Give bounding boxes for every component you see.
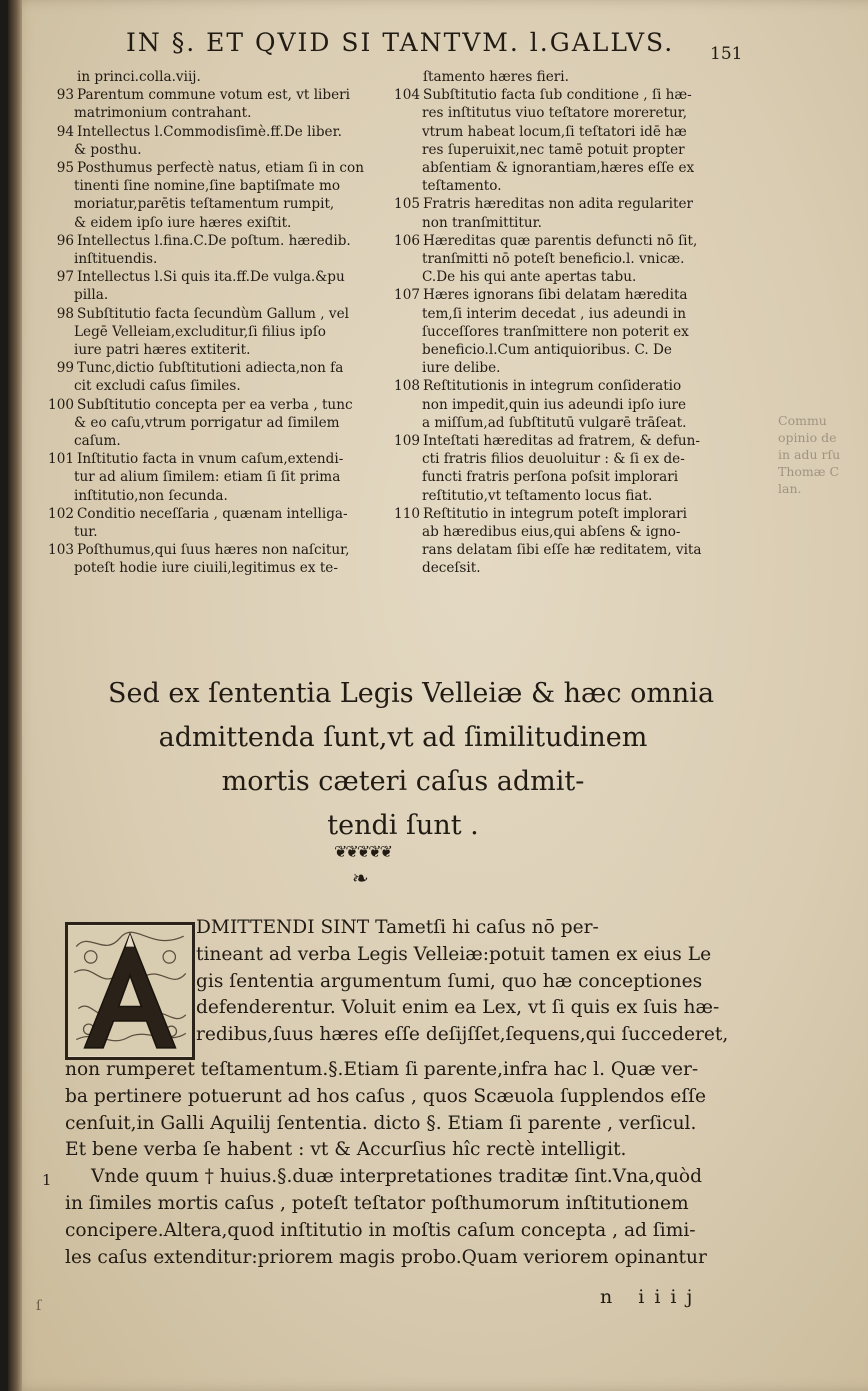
summary-text-continued: iure patri hæres extiterit. [74, 342, 251, 359]
summary-text: Reſtitutio in integrum poteſt implorari [423, 505, 687, 522]
summary-text: Subſtitutio concepta per ea verba , tunc [77, 396, 353, 413]
summary-number: 100 [48, 396, 74, 413]
running-header: IN §. ET QVID SI TANTVM. l.GALLVS. [126, 28, 675, 57]
summary-text: Intellectus l.fina.C.De poſtum. hæredib. [77, 232, 351, 249]
summary-text-continued: inſtituendis. [74, 251, 158, 268]
summary-entry [44, 123, 376, 141]
fleuron-row: ❦❦❦❦❦ [334, 842, 392, 861]
body-line: Et bene verba ſe habent : vt & Accurſius hîc rectè intelligit. [65, 1139, 627, 1161]
summary-text-continued: teſtamento. [422, 178, 502, 195]
summary-text-continued: ſucceſſores tranſmittere non poterit ex [422, 323, 689, 340]
summary-text-continued: cti fratris filios deuoluitur : & ſi ex de- [422, 451, 685, 468]
summary-text-continued: pilla. [74, 287, 109, 304]
book-spine [8, 0, 22, 1391]
body-line: gis ſententia argumentum ſumi, quo hæ conceptiones [196, 970, 703, 992]
summary-entry [44, 541, 376, 559]
summary-number: 110 [394, 505, 420, 522]
summary-text-continued: tinenti ſine nomine,ſine baptiſmate mo [74, 178, 341, 195]
summary-text: Poſthumus,qui ſuus hæres non naſcitur, [77, 542, 350, 559]
marginal-mark: ſ [36, 1298, 42, 1314]
summary-number: 97 [56, 269, 74, 286]
summary-text: Inteſtati hæreditas ad fratrem, & defun- [423, 433, 700, 450]
summary-entry [44, 68, 376, 86]
summary-number: 108 [394, 378, 420, 395]
summary-number: 106 [394, 232, 420, 249]
summary-entry [44, 359, 376, 377]
body-line: cenſuit,in Galli Aquilij ſententia. dicto §. Etiam ſi parente , verſicul. [65, 1112, 697, 1134]
summary-entry [44, 86, 376, 104]
summary-text-continued: ab hæredibus eius,qui abſens & igno- [422, 524, 681, 541]
body-line: concipere.Altera,quod inſtitutio in moſtis caſum concepta , ad ſimi- [65, 1219, 696, 1241]
margin-note-line: Thomæ C [778, 464, 840, 479]
section-title-line: tendi ſunt . [327, 810, 479, 841]
summary-entry [44, 159, 376, 177]
summary-number: 96 [56, 232, 74, 249]
book-page [8, 0, 868, 1391]
summary-number: 103 [48, 542, 74, 559]
summary-entry [44, 268, 376, 286]
margin-note-line: in adu rſu [778, 447, 841, 462]
summary-text-continued: tem,ſi interim decedat , ius adeundi in [422, 305, 686, 322]
summary-text-continued: & posthu. [74, 141, 142, 158]
summary-text-continued: reſtitutio,vt teſtamento locus fiat. [422, 487, 653, 504]
summary-text-continued: beneficio.l.Cum antiquioribus. C. De [422, 342, 672, 359]
body-text-indented [196, 915, 729, 1049]
section-title-line: Sed ex ſententia Legis Velleiæ & hæc omnia [108, 678, 715, 709]
summary-text: Intellectus l.Commodisſimè.ff.De liber. [77, 123, 342, 140]
body-line: non rumperet teſtamentum.§.Etiam ſi parente,infra hac l. Quæ ver- [65, 1059, 699, 1080]
woodcut-letter-a-icon [68, 925, 192, 1057]
summary-number [44, 68, 77, 86]
summary-entry [384, 377, 724, 395]
summary-entry [384, 286, 724, 304]
summary-text-continued: C.De his qui ante apertas tabu. [422, 269, 637, 286]
summary-text: Hæres ignorans ſibi delatam hæredita [423, 287, 688, 304]
summary-text: Reſtitutionis in integrum conſideratio [423, 378, 682, 395]
summary-text-continued: moriatur,parētis teſtamentum rumpit, [74, 196, 335, 213]
margin-note-line: opinio de [778, 430, 837, 445]
summary-text-continued: tranſmitti nō poteſt beneficio.l. vnicæ. [422, 251, 685, 268]
summary-number: 107 [394, 287, 420, 304]
section-title [108, 672, 715, 848]
marginal-reference-number: 1 [42, 1171, 52, 1189]
summary-text-continued: tur ad alium ſimilem: etiam ſi ſit prima [74, 469, 341, 486]
summary-entry [44, 232, 376, 250]
summary-text-continued: Legē Velleiam,excluditur,ſi filius ipſo [74, 323, 326, 340]
summary-text-continued: res inſtitutus viuo teſtatore moreretur, [422, 105, 688, 122]
summary-number: 102 [48, 505, 74, 522]
margin-note-line: lan. [778, 481, 802, 496]
summary-number: 109 [394, 433, 420, 450]
section-title-line: admittenda ſunt,vt ad ſimilitudinem [158, 722, 648, 753]
summary-text-continued: a miſſum,ad ſubſtitutū vulgarē trāſeat. [422, 414, 687, 431]
summary-column-right [384, 68, 724, 578]
summary-entry [384, 195, 724, 213]
summary-text: Conditio neceſſaria , quænam intelliga- [77, 505, 348, 522]
summary-text-continued: & eo caſu,vtrum porrigatur ad ſimilem [74, 414, 340, 431]
summary-entry [44, 305, 376, 323]
summary-entry [384, 432, 724, 450]
folio-number: 151 [710, 44, 743, 64]
summary-text-continued: deceſsit. [422, 560, 481, 577]
summary-column-left [44, 68, 376, 578]
summary-entry [44, 450, 376, 468]
summary-text: ſtamento hæres fieri. [423, 69, 569, 85]
summary-text-continued: matrimonium contrahant. [74, 105, 252, 122]
summary-text: Subſtitutio facta ſub conditione , ſi hæ- [423, 87, 692, 104]
section-title-line: mortis cæteri caſus admit- [221, 766, 585, 797]
body-line: les caſus extenditur:priorem magis probo.Quam veriorem opinantur [65, 1246, 707, 1268]
body-line: ba pertinere potuerunt ad hos caſus , quos Scæuola ſupplendos eſſe [65, 1085, 706, 1107]
summary-text: Subſtitutio facta ſecundùm Gallum , vel [77, 305, 349, 322]
summary-number: 98 [56, 305, 74, 322]
body-line: Vnde quum † huius.§.duæ interpretationes traditæ ſint.Vna,quòd [91, 1166, 703, 1188]
summary-text-continued: non tranſmittitur. [422, 214, 542, 231]
summary-text: Parentum commune votum est, vt liberi [77, 87, 350, 104]
summary-text-continued: poteſt hodie iure ciuili,legitimus ex te- [74, 560, 338, 577]
summary-text-continued: caſum. [74, 433, 121, 450]
summary-number: 104 [394, 87, 420, 104]
summary-text-continued: rans delatam ſibi eſſe hæ reditatem, vita [422, 542, 702, 559]
decorated-initial-a [65, 922, 195, 1060]
body-line: tineant ad verba Legis Velleiæ:potuit tamen ex eius Le [196, 943, 712, 965]
summary-text-continued: functi fratris perſona poſsit implorari [422, 469, 679, 486]
summary-text-continued: non impedit,quin ius adeundi ipſo iure [422, 396, 687, 413]
summary-entry [44, 505, 376, 523]
margin-note-line: Commu [778, 413, 827, 428]
summary-text-continued: & eidem ipſo iure hæres exiſtit. [74, 214, 292, 231]
summary-text-continued: cit excludi caſus ſimiles. [74, 378, 241, 395]
summary-text-continued: tur. [74, 524, 98, 541]
summary-entry [44, 396, 376, 414]
body-line: in ſimiles mortis caſus , poteſt teſtator poſthumorum inſtitutionem [65, 1192, 689, 1214]
summary-text: Posthumus perfectè natus, etiam ſi in con [77, 160, 364, 177]
summary-text: Tunc,dictio ſubſtitutioni adiecta,non fa [77, 360, 344, 377]
summary-entry [384, 232, 724, 250]
summary-text: Inſtitutio facta in vnum caſum,extendi- [77, 451, 344, 468]
body-text-full [65, 1057, 720, 1271]
summary-entry [384, 86, 724, 104]
summary-number: 94 [56, 123, 74, 140]
margin-note [778, 412, 868, 497]
summary-number: 93 [56, 87, 74, 104]
summary-text-continued: abſentiam & ignorantiam,hæres eſſe ex [422, 160, 695, 177]
summary-text-continued: vtrum habeat locum,ſi teſtatori idē hæ [422, 123, 687, 140]
summary-number: 95 [56, 160, 74, 177]
summary-number [384, 68, 423, 86]
body-line: defenderentur. Voluit enim ea Lex, vt ſi quis ex ſuis hæ- [196, 997, 720, 1019]
summary-number: 101 [48, 451, 74, 468]
body-line: redibus,ſuus hæres eſſe deſijſſet,ſequens,qui ſuccederet, [196, 1024, 729, 1046]
body-line: DMITTENDI SINT Tametſi hi caſus nō per- [196, 917, 599, 938]
summary-entry [384, 505, 724, 523]
summary-text: Intellectus l.Si quis ita.ff.De vulga.&pu [77, 269, 345, 286]
summary-text-continued: inſtitutio,non ſecunda. [74, 487, 228, 504]
summary-text: Fratris hæreditas non adita regulariter [423, 196, 693, 213]
summary-text: in princi.colla.viij. [77, 69, 201, 85]
summary-text: Hæreditas quæ parentis defuncti nō ſit, [423, 232, 698, 249]
summary-entry [384, 68, 724, 86]
signature-mark: n iiij [600, 1286, 703, 1308]
fleuron-icon: ❧ [352, 866, 369, 890]
summary-text-continued: res ſuperuixit,nec tamē potuit propter [422, 141, 685, 158]
summary-number: 99 [56, 360, 74, 377]
summary-text-continued: iure delibe. [422, 360, 501, 377]
summary-number: 105 [394, 196, 420, 213]
